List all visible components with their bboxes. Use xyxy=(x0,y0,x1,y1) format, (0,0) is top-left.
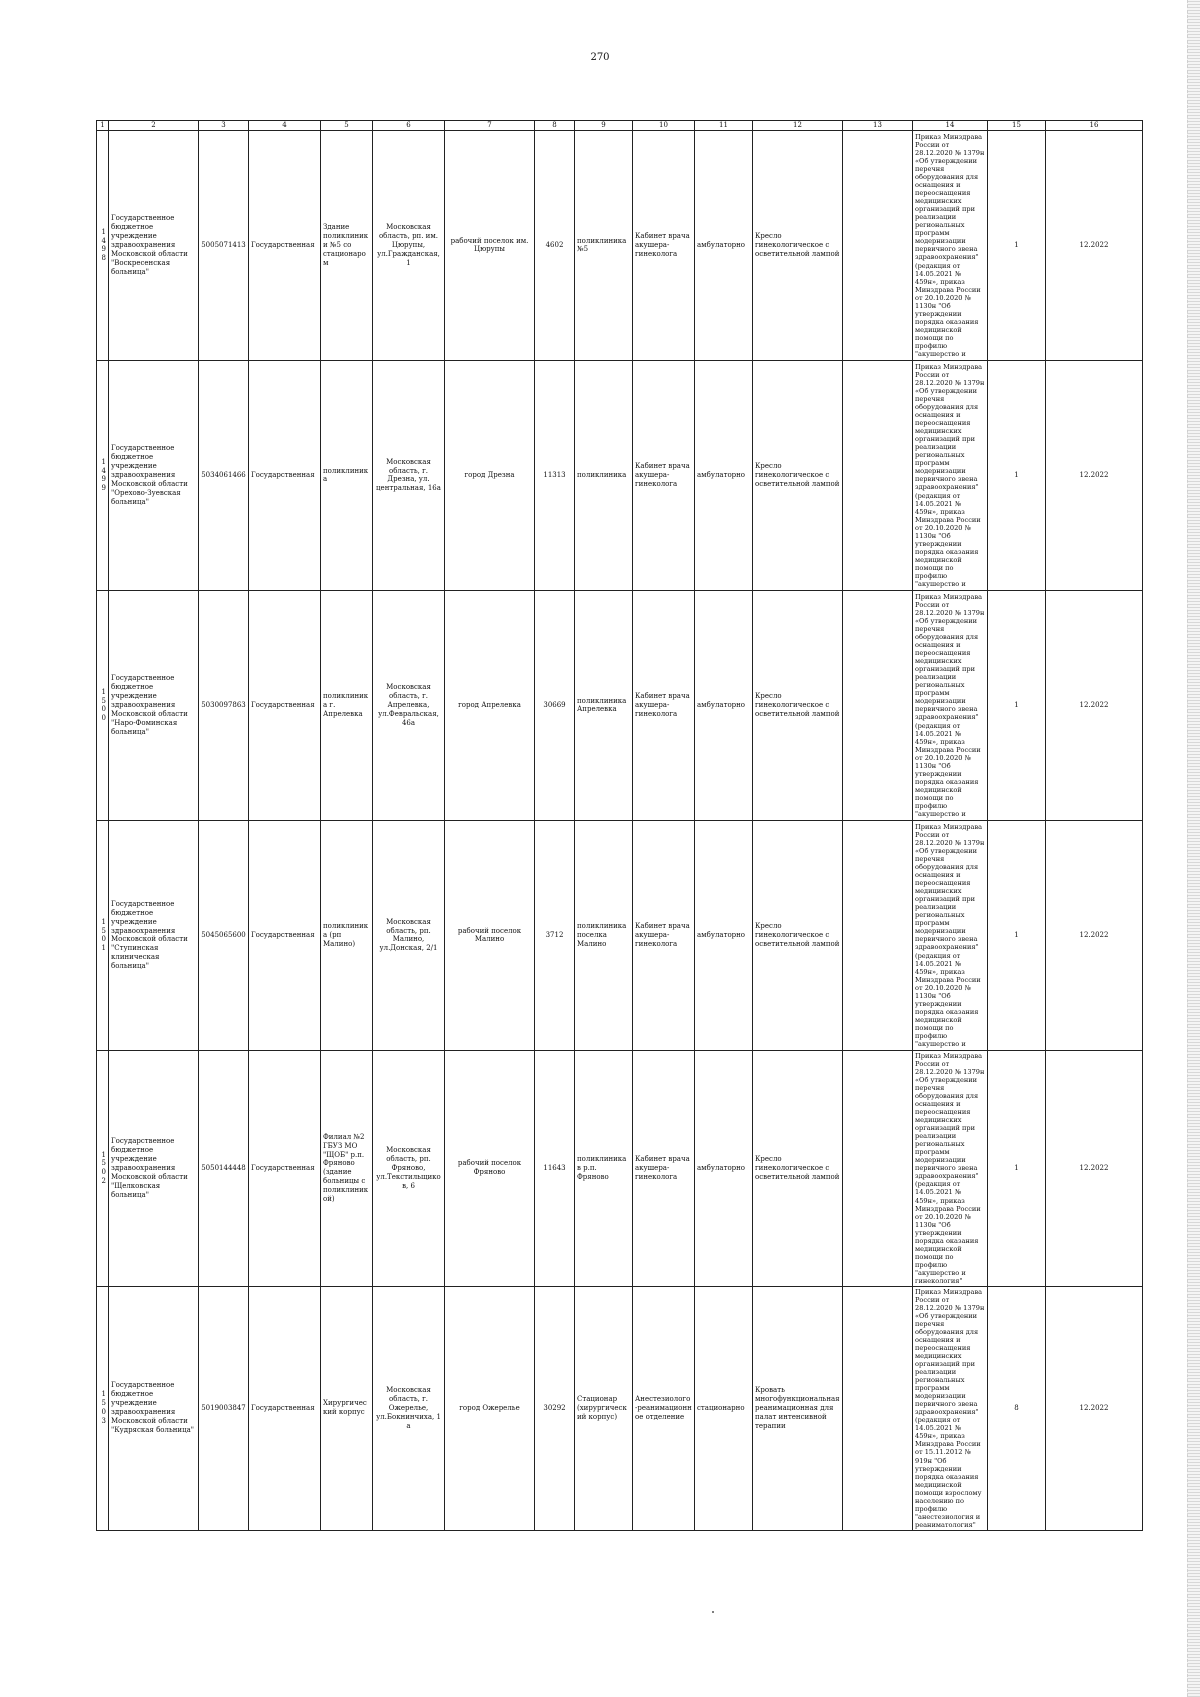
address-cell: Московская область, г. Ожерелье, ул.Бокнинчиха, 1 а xyxy=(373,1286,445,1530)
table-row xyxy=(97,820,1143,1050)
row-number-cell: 1501 xyxy=(97,820,109,1050)
date-cell: 12.2022 xyxy=(1046,1050,1143,1286)
column-number: 6 xyxy=(373,121,445,131)
row-number-cell: 1500 xyxy=(97,590,109,820)
organization-cell: Государственное бюджетное учреждение здравоохранения Московской области "Орехово-Зуевская больница" xyxy=(109,360,199,590)
locality-cell: рабочий поселок Малино xyxy=(445,820,535,1050)
table-row xyxy=(97,360,1143,590)
ownership-cell: Государственная xyxy=(249,360,321,590)
scan-speck xyxy=(712,1611,714,1613)
empty-cell xyxy=(843,360,913,590)
care-type-cell: амбулаторно xyxy=(695,130,753,360)
unit-cell: поликлиника в р.п. Фряново xyxy=(575,1050,633,1286)
column-number: 12 xyxy=(753,121,843,131)
row-number-cell: 1498 xyxy=(97,130,109,360)
building-cell: поликлиника г. Апрелевка xyxy=(321,590,373,820)
room-cell: Кабинет врача акушера-гинеколога xyxy=(633,820,695,1050)
building-cell: Здание поликлиники №5 со стационаром xyxy=(321,130,373,360)
ownership-cell: Государственная xyxy=(249,130,321,360)
care-type-cell: амбулаторно xyxy=(695,1050,753,1286)
room-cell: Анестезиолого-реанимационное отделение xyxy=(633,1286,695,1530)
date-cell: 12.2022 xyxy=(1046,820,1143,1050)
column-number: 16 xyxy=(1046,121,1143,131)
legal-basis-cell: Приказ Минздрава России от 28.12.2020 № 1379н «Об утверждении перечня оборудования для оснащения и переоснащения медицинских организаций при реализации региональных программ модернизации первичного звена здравоохранения"(редакция от 14.05.2021 № 459н», приказ Минздрава России от 20.10.2020 № 1130н "Об утверждении порядка оказания медицинской помощи по профилю "акушерство и xyxy=(913,820,988,1050)
room-cell: Кабинет врача акушера-гинеколога xyxy=(633,590,695,820)
unit-cell: поликлиника поселка Малино xyxy=(575,820,633,1050)
building-cell: Хирургический корпус xyxy=(321,1286,373,1530)
legal-basis-cell: Приказ Минздрава России от 28.12.2020 № 1379н «Об утверждении перечня оборудования для оснащения и переоснащения медицинских организаций при реализации региональных программ модернизации первичного звена здравоохранения"(редакция от 14.05.2021 № 459н», приказ Минздрава России от 20.10.2020 № 1130н "Об утверждении порядка оказания медицинской помощи по профилю "акушерство и xyxy=(913,130,988,360)
population-cell: 30292 xyxy=(535,1286,575,1530)
date-cell: 12.2022 xyxy=(1046,1286,1143,1530)
address-cell: Московская область, рп. им. Цюрупы, ул.Гражданская, 1 xyxy=(373,130,445,360)
room-cell: Кабинет врача акушера-гинеколога xyxy=(633,360,695,590)
care-type-cell: стационарно xyxy=(695,1286,753,1530)
locality-cell: город Апрелевка xyxy=(445,590,535,820)
legal-basis-cell: Приказ Минздрава России от 28.12.2020 № 1379н «Об утверждении перечня оборудования для оснащения и переоснащения медицинских организаций при реализации региональных программ модернизации первичного звена здравоохранения"(редакция от 14.05.2021 № 459н», приказ Минздрава России от 20.10.2020 № 1130н "Об утверждении порядка оказания медицинской помощи по профилю "акушерство и xyxy=(913,360,988,590)
column-number: 9 xyxy=(575,121,633,131)
quantity-cell: 1 xyxy=(988,590,1046,820)
locality-cell: город Ожерелье xyxy=(445,1286,535,1530)
ownership-cell: Государственная xyxy=(249,1050,321,1286)
address-cell: Московская область, рп. Малино, ул.Донская, 2/1 xyxy=(373,820,445,1050)
building-cell: Филиал №2 ГБУЗ МО "ЩОБ" р.п. Фряново (здание больницы с поликлиникой) xyxy=(321,1050,373,1286)
population-cell: 4602 xyxy=(535,130,575,360)
row-number-cell: 1503 xyxy=(97,1286,109,1530)
ownership-cell: Государственная xyxy=(249,1286,321,1530)
address-cell: Московская область, г. Апрелевка, ул.Февральская, 46а xyxy=(373,590,445,820)
room-cell: Кабинет врача акушера-гинеколога xyxy=(633,130,695,360)
organization-cell: Государственное бюджетное учреждение здравоохранения Московской области "Наро-Фоминская больница" xyxy=(109,590,199,820)
column-number: 5 xyxy=(321,121,373,131)
equipment-cell: Кресло гинекологическое с осветительной лампой xyxy=(753,1050,843,1286)
building-cell: поликлиника (рп Малино) xyxy=(321,820,373,1050)
equipment-table xyxy=(96,120,1143,1531)
inn-cell: 5030097863 xyxy=(199,590,249,820)
column-number: 13 xyxy=(843,121,913,131)
population-cell: 11643 xyxy=(535,1050,575,1286)
column-number: 11 xyxy=(695,121,753,131)
legal-basis-cell: Приказ Минздрава России от 28.12.2020 № 1379н «Об утверждении перечня оборудования для оснащения и переоснащения медицинских организаций при реализации региональных программ модернизации первичного звена здравоохранения"(редакция от 14.05.2021 № 459н», приказ Минздрава России от 15.11.2012 № 919н "Об утверждении порядка оказания медицинской помощи взрослому населению по профилю "анестезиология и реаниматология" xyxy=(913,1286,988,1530)
organization-cell: Государственное бюджетное учреждение здравоохранения Московской области "Щелковская больница" xyxy=(109,1050,199,1286)
date-cell: 12.2022 xyxy=(1046,360,1143,590)
empty-cell xyxy=(843,820,913,1050)
column-number: 1 xyxy=(97,121,109,131)
inn-cell: 5050144448 xyxy=(199,1050,249,1286)
equipment-cell: Кресло гинекологическое с осветительной лампой xyxy=(753,130,843,360)
organization-cell: Государственное бюджетное учреждение здравоохранения Московской области "Ступинская клиническая больница" xyxy=(109,820,199,1050)
population-cell: 30669 xyxy=(535,590,575,820)
empty-cell xyxy=(843,1050,913,1286)
inn-cell: 5034061466 xyxy=(199,360,249,590)
page-number: 270 xyxy=(590,52,610,63)
column-number-row xyxy=(97,121,1143,131)
equipment-cell: Кресло гинекологическое с осветительной лампой xyxy=(753,820,843,1050)
column-number: 8 xyxy=(535,121,575,131)
unit-cell: поликлиника xyxy=(575,360,633,590)
empty-cell xyxy=(843,1286,913,1530)
date-cell: 12.2022 xyxy=(1046,590,1143,820)
locality-cell: рабочий поселок им. Цюрупы xyxy=(445,130,535,360)
column-number: 4 xyxy=(249,121,321,131)
locality-cell: рабочий поселок Фряново xyxy=(445,1050,535,1286)
quantity-cell: 1 xyxy=(988,130,1046,360)
column-number: 15 xyxy=(988,121,1046,131)
address-cell: Московская область, г. Дрезна, ул. центральная, 16а xyxy=(373,360,445,590)
equipment-cell: Кресло гинекологическое с осветительной лампой xyxy=(753,360,843,590)
table-body xyxy=(97,121,1143,1531)
inn-cell: 5019003847 xyxy=(199,1286,249,1530)
empty-cell xyxy=(843,130,913,360)
ownership-cell: Государственная xyxy=(249,820,321,1050)
population-cell: 11313 xyxy=(535,360,575,590)
building-cell: поликлиника xyxy=(321,360,373,590)
legal-basis-cell: Приказ Минздрава России от 28.12.2020 № 1379н «Об утверждении перечня оборудования для оснащения и переоснащения медицинских организаций при реализации региональных программ модернизации первичного звена здравоохранения"(редакция от 14.05.2021 № 459н», приказ Минздрава России от 20.10.2020 № 1130н "Об утверждении порядка оказания медицинской помощи по профилю "акушерство и xyxy=(913,590,988,820)
column-number: 7 xyxy=(445,121,535,131)
equipment-cell: Кресло гинекологическое с осветительной лампой xyxy=(753,590,843,820)
room-cell: Кабинет врача акушера-гинеколога xyxy=(633,1050,695,1286)
organization-cell: Государственное бюджетное учреждение здравоохранения Московской области "Кудряская больница" xyxy=(109,1286,199,1530)
locality-cell: город Дрезна xyxy=(445,360,535,590)
organization-cell: Государственное бюджетное учреждение здравоохранения Московской области "Воскресенская больница" xyxy=(109,130,199,360)
inn-cell: 5005071413 xyxy=(199,130,249,360)
date-cell: 12.2022 xyxy=(1046,130,1143,360)
unit-cell: поликлиника №5 xyxy=(575,130,633,360)
column-number: 3 xyxy=(199,121,249,131)
care-type-cell: амбулаторно xyxy=(695,360,753,590)
quantity-cell: 8 xyxy=(988,1286,1046,1530)
legal-basis-cell: Приказ Минздрава России от 28.12.2020 № 1379н «Об утверждении перечня оборудования для оснащения и переоснащения медицинских организаций при реализации региональных программ модернизации первичного звена здравоохранения"(редакция от 14.05.2021 № 459н», приказ Минздрава России от 20.10.2020 № 1130н "Об утверждении порядка оказания медицинской помощи по профилю "акушерство и гинекология" xyxy=(913,1050,988,1286)
ownership-cell: Государственная xyxy=(249,590,321,820)
empty-cell xyxy=(843,590,913,820)
row-number-cell: 1502 xyxy=(97,1050,109,1286)
unit-cell: Стационар (хирургический корпус) xyxy=(575,1286,633,1530)
row-number-cell: 1499 xyxy=(97,360,109,590)
table-row xyxy=(97,130,1143,360)
table-row xyxy=(97,1286,1143,1530)
unit-cell: поликлиника Апрелевка xyxy=(575,590,633,820)
population-cell: 3712 xyxy=(535,820,575,1050)
care-type-cell: амбулаторно xyxy=(695,820,753,1050)
column-number: 2 xyxy=(109,121,199,131)
column-number: 10 xyxy=(633,121,695,131)
quantity-cell: 1 xyxy=(988,1050,1046,1286)
scan-edge xyxy=(1187,0,1200,1697)
quantity-cell: 1 xyxy=(988,820,1046,1050)
table-row xyxy=(97,590,1143,820)
table-row xyxy=(97,1050,1143,1286)
equipment-cell: Кровать многофункциональная реанимационная для палат интенсивной терапии xyxy=(753,1286,843,1530)
inn-cell: 5045065600 xyxy=(199,820,249,1050)
quantity-cell: 1 xyxy=(988,360,1046,590)
care-type-cell: амбулаторно xyxy=(695,590,753,820)
column-number: 14 xyxy=(913,121,988,131)
address-cell: Московская область, рп. Фряново, ул.Текстильщиков, 6 xyxy=(373,1050,445,1286)
